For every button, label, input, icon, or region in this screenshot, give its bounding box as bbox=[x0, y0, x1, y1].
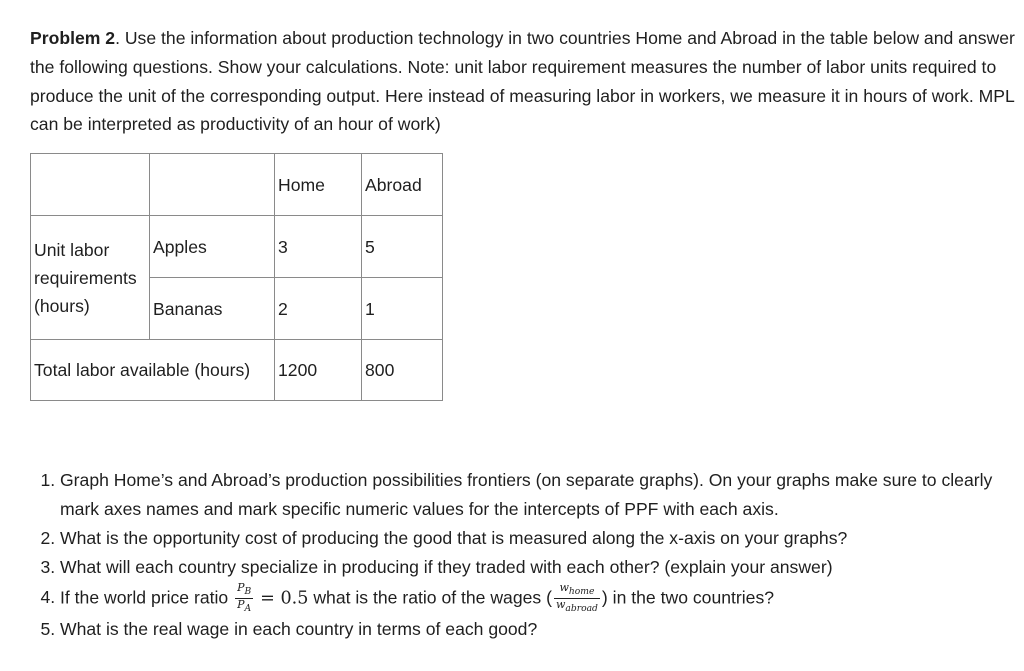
table-row-total bbox=[31, 340, 443, 401]
wage-den-sub: abroad bbox=[565, 603, 598, 615]
q4-after: ) in the two countries? bbox=[601, 587, 775, 608]
price-den-sub: A bbox=[244, 603, 252, 615]
abroad-apples-value: 5 bbox=[362, 216, 443, 278]
header-abroad: Abroad bbox=[362, 154, 443, 216]
price-ratio-fraction bbox=[235, 582, 253, 615]
home-bananas-value: 2 bbox=[275, 278, 362, 340]
abroad-total-value: 800 bbox=[362, 340, 443, 401]
good-bananas: Bananas bbox=[150, 278, 275, 340]
table-cell-empty bbox=[31, 154, 150, 216]
wage-num-sub: home bbox=[568, 586, 595, 598]
price-num: P bbox=[237, 581, 245, 594]
table-header-row bbox=[31, 154, 443, 216]
home-apples-value: 3 bbox=[275, 216, 362, 278]
question-list bbox=[38, 466, 1024, 644]
table-row-apples bbox=[31, 216, 443, 278]
abroad-bananas-value: 1 bbox=[362, 278, 443, 340]
problem-text: . Use the information about production technology in two countries Home and Abroad in the table below and answer the following questions. Show your calculations. Note: unit labor requirement measures the number of labor units required to produce the unit of the corresponding output. Here instead of measuring labor in workers, we measure it in hours of work. MPL can be interpreted as productivity of an hour of work) bbox=[30, 28, 1015, 135]
question-4 bbox=[60, 582, 1024, 615]
row-group-label: Unit labor requirements (hours) bbox=[31, 216, 150, 340]
problem-label: Problem 2 bbox=[30, 28, 116, 48]
price-num-sub: B bbox=[244, 586, 252, 598]
question-3: 3. What will each country specialize in producing if they traded with each other? (explain your answer) bbox=[60, 553, 1024, 582]
question-1: 1. Graph Home’s and Abroad’s production possibilities frontiers (on separate graphs). On your graphs make sure to clearly mark axes names and mark specific numeric values for the intercepts of PPF with each axis. bbox=[60, 466, 1024, 524]
question-5: 5. What is the real wage in each country in terms of each good? bbox=[60, 615, 1024, 644]
good-apples: Apples bbox=[150, 216, 275, 278]
price-den: P bbox=[237, 598, 245, 612]
question-2: 2. What is the opportunity cost of producing the good that is measured along the x-axis on your graphs? bbox=[60, 524, 1024, 553]
wage-ratio-fraction bbox=[554, 582, 600, 615]
header-home: Home bbox=[275, 154, 362, 216]
home-total-value: 1200 bbox=[275, 340, 362, 401]
wage-den: w bbox=[555, 598, 566, 612]
total-label: Total labor available (hours) bbox=[31, 340, 275, 401]
production-table bbox=[30, 153, 443, 401]
q4-before: If the world price ratio bbox=[60, 587, 229, 608]
problem-intro bbox=[30, 24, 1015, 139]
wage-num: w bbox=[559, 581, 569, 594]
q4-equation: = 0.5 bbox=[260, 588, 309, 609]
table-cell-empty bbox=[150, 154, 275, 216]
q4-middle: what is the ratio of the wages ( bbox=[313, 587, 552, 608]
